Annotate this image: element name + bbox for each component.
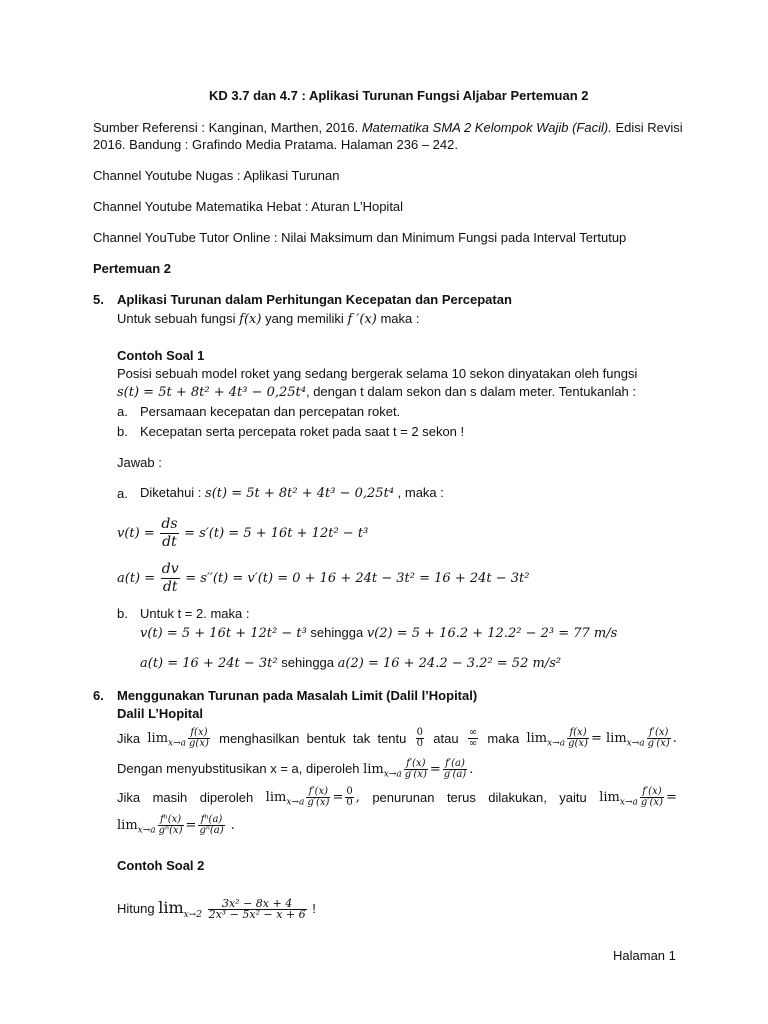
lim-rule: $\lim_{x\to a}$ $\frac{f(x)}{g(x)}$ = $\lim_{x\to a}$ $\frac{f'(x)}{g'(x)}$ . <box>526 726 677 749</box>
question-fraction <box>208 899 307 920</box>
rep-masih: masih <box>152 789 188 805</box>
lim-fg <box>147 728 211 749</box>
acceleration-equation <box>117 558 529 599</box>
velocity-function: v(t) = 5 + 16t + 12t² − t³ <box>140 626 307 641</box>
answer-a-label: a. <box>117 486 128 501</box>
channel-line-1: Channel Youtube Nugas : Aplikasi Turunan <box>93 168 340 183</box>
lim-repeat <box>266 787 360 808</box>
zero-den: 0 <box>416 737 424 749</box>
lim-word-5: lim <box>265 789 287 805</box>
fpx: f′(x) <box>647 728 671 739</box>
repeat-line <box>117 782 677 812</box>
stmt-tak: tak <box>352 730 371 746</box>
zero-den-2: 0 <box>346 796 353 808</box>
fx-over-gx-2 <box>567 728 589 749</box>
velocity-rhs: = s′(t) = 5 + 16t + 12t² − t³ <box>184 526 369 541</box>
lim-sub-5: x→a <box>286 797 305 808</box>
zero-over-zero-2 <box>345 787 353 808</box>
rep-diperoleh: diperoleh <box>199 789 254 805</box>
problem-1-line-2 <box>117 384 636 401</box>
section-5-intro <box>117 311 419 328</box>
inf-over-inf <box>468 728 478 749</box>
fpa: f′(a) <box>443 759 467 770</box>
ds-dt-fraction <box>160 516 178 551</box>
reference-line-1 <box>93 120 683 136</box>
velocity-at-2 <box>140 625 617 642</box>
example-1-title: Contoh Soal 1 <box>117 348 205 363</box>
lim-sub-4: x→a <box>383 769 402 780</box>
lim-nth: $\lim_{x\to a}$ $\frac{\text{fⁿ(x)}}{\text{gⁿ(x)}}$ = $\frac{\text{fⁿ(a)}}{\text{gⁿ(a)}}$ . <box>117 814 235 836</box>
question-end: ! <box>312 901 316 916</box>
fpx-3: f′(x) <box>306 787 330 798</box>
stmt-bentuk: bentuk <box>306 730 346 746</box>
stmt-maka: maka <box>487 730 520 746</box>
gna: gⁿ(a) <box>199 825 224 836</box>
item-a-label: a. <box>117 404 128 419</box>
acceleration-lhs: a(t) = <box>117 571 156 586</box>
question-hitung: Hitung <box>117 901 155 916</box>
answer-a-end: , maka : <box>397 485 444 500</box>
acceleration-at-2 <box>140 655 561 672</box>
page-number: Halaman 1 <box>613 948 676 963</box>
item-b-label: b. <box>117 424 128 439</box>
fnx: fⁿ(x) <box>158 815 184 826</box>
dt-denominator-2: dt <box>162 579 178 596</box>
intro-fx: f(x) <box>239 312 262 327</box>
lim-word-8: lim <box>158 898 184 917</box>
gpx-2: g′(x) <box>404 769 427 780</box>
velocity-result: v(2) = 5 + 16.2 + 12.2² − 2³ = 77 m/s <box>366 626 618 641</box>
gpx: g′(x) <box>647 737 670 749</box>
lim-sub-7: x→a <box>137 825 156 836</box>
dt-denominator: dt <box>162 534 177 551</box>
subst-text: Dengan menyubstitusikan x = a, diperoleh <box>117 761 360 776</box>
eq-2: = <box>429 762 441 777</box>
zero-num: 0 <box>416 726 424 738</box>
acceleration-rhs: = s′′(t) = v′(t) = 0 + 16 + 24t − 3t² = 16 + 24t − 3t² <box>185 571 530 586</box>
question-numerator: 3x² − 8x + 4 <box>208 899 307 910</box>
velocity-equation <box>117 513 368 554</box>
page-title: KD 3.7 dan 4.7 : Aplikasi Turunan Fungsi Aljabar Pertemuan 2 <box>209 88 589 103</box>
section-6-subheading: Dalil L’Hopital <box>117 706 203 721</box>
lim-word-7: lim <box>117 818 138 833</box>
zero-num-2: 0 <box>346 785 353 797</box>
intro-text-c: maka : <box>380 311 420 326</box>
lim-sub: x→a <box>168 738 187 749</box>
fpx-over-gpx-3 <box>306 787 330 808</box>
section-6-heading: Menggunakan Turunan pada Masalah Limit (Dalil l’Hopital) <box>117 688 478 703</box>
stmt-jika: Jika <box>117 730 141 746</box>
section-6-number: 6. <box>93 688 104 703</box>
fpx-over-gpx-4 <box>640 787 664 808</box>
fpx-4: f′(x) <box>640 787 664 798</box>
lim-word-4: lim <box>363 762 384 777</box>
eq-3: = <box>332 789 344 805</box>
stmt-menghasilkan: menghasilkan <box>219 730 300 746</box>
lim-word-6: lim <box>599 789 620 805</box>
stmt-tentu: tentu <box>377 730 407 746</box>
fx-over-gx <box>188 728 210 749</box>
lim-sub-8: x→2 <box>183 910 202 921</box>
fpa-over-gpa <box>443 759 467 780</box>
acceleration-mid-text: sehingga <box>281 655 335 670</box>
item-b-text: Kecepatan serta percepata roket pada saat t = 2 sekon ! <box>140 424 465 439</box>
acceleration-function: a(t) = 16 + 24t − 3t² <box>140 656 278 671</box>
rep-yaitu: yaitu <box>559 789 587 805</box>
intro-fpx: f ′(x) <box>347 312 377 327</box>
question-denominator: 2x³ − 5x² − x + 6 <box>208 908 306 922</box>
problem-1-units: , dengan t dalam sekon dan s dalam meter. Tentukanlah : <box>305 384 636 399</box>
reference-book-title: Matematika SMA 2 Kelompok Wajib (Facil). <box>361 120 612 135</box>
intro-text-b: yang memiliki <box>265 311 344 326</box>
rep-jika: Jika <box>117 789 141 805</box>
channel-line-3: Channel YouTube Tutor Online : Nilai Maksimum dan Minimum Fungsi pada Interval Tertutup <box>93 230 627 245</box>
gx: g(x) <box>189 737 209 749</box>
velocity-lhs: v(t) = <box>117 526 155 541</box>
channel-line-2: Channel Youtube Matematika Hebat : Aturan L’Hopital <box>93 199 404 214</box>
answer-b-text: Untuk t = 2. maka : <box>140 606 250 621</box>
eq-5: = <box>185 818 197 833</box>
lim-sub-6: x→a <box>619 797 638 808</box>
ds-numerator: ds <box>161 516 178 533</box>
fna-over-gna <box>198 815 224 836</box>
inf-num: ∞ <box>468 726 478 738</box>
rep-penurunan: penurunan <box>372 789 435 805</box>
section-5-number: 5. <box>93 292 104 307</box>
lim-repeat-2 <box>599 787 677 808</box>
dv-dt-fraction <box>161 561 180 596</box>
reference-line-2: 2016. Bandung : Grafindo Media Pratama. Halaman 236 – 242. <box>93 137 458 152</box>
fpx-over-gpx-2 <box>404 759 428 780</box>
intro-text-a: Untuk sebuah fungsi <box>117 311 236 326</box>
gnx: gⁿ(x) <box>158 825 183 836</box>
lim-word-2: lim <box>526 730 548 746</box>
velocity-mid-text: sehingga <box>310 625 364 640</box>
meeting-heading: Pertemuan 2 <box>93 261 172 276</box>
fpx-2: f′(x) <box>404 759 428 770</box>
answer-a-math: s(t) = 5t + 8t² + 4t³ − 0,25t⁴ <box>205 486 395 501</box>
problem-1-line-1: Posisi sebuah model roket yang sedang bergerak selama 10 sekon dinyatakan oleh fungsi <box>117 366 638 381</box>
gx-2: g(x) <box>568 737 588 749</box>
answer-label: Jawab : <box>117 455 162 470</box>
eq-1: = <box>590 730 602 746</box>
eq-4: = <box>665 789 677 805</box>
zero-over-zero <box>416 728 424 749</box>
fpx-over-gpx <box>647 728 671 749</box>
rep-dilakukan: dilakukan, <box>488 789 547 805</box>
lim-subst: $\lim_{x\to a}$ $\frac{f'(x)}{g'(x)}$ = $\frac{f'(a)}{g'(a)}$ . <box>363 758 474 780</box>
fx-2: f(x) <box>567 728 589 739</box>
example-2-question <box>117 888 316 935</box>
lim-question <box>158 898 202 921</box>
inf-den: ∞ <box>468 737 478 749</box>
lim-word: lim <box>147 730 169 746</box>
reference-prefix: Sumber Referensi : Kanginan, Marthen, 2016. <box>93 120 359 135</box>
dv-numerator: dv <box>161 561 179 578</box>
answer-b-label: b. <box>117 606 128 621</box>
answer-a-text: Diketahui : <box>140 485 202 500</box>
stmt-atau: atau <box>433 730 459 746</box>
fnx-over-gnx <box>158 815 184 836</box>
item-a-text: Persamaan kecepatan dan percepatan roket. <box>140 404 401 419</box>
lim-sub-3: x→a <box>626 738 645 749</box>
fna: fⁿ(a) <box>198 815 224 826</box>
rep-comma: , <box>355 789 360 805</box>
rep-terus: terus <box>446 789 476 805</box>
gpx-4: g′(x) <box>640 796 663 808</box>
section-5-heading: Aplikasi Turunan dalam Perhitungan Kecepatan dan Percepatan <box>117 292 512 307</box>
lhopital-statement-line <box>117 722 677 754</box>
reference-suffix: Edisi Revisi <box>615 120 683 135</box>
answer-a-line <box>140 485 444 502</box>
lim-sub-2: x→a <box>547 738 566 749</box>
lim-word-3: lim <box>606 730 627 746</box>
gpx-3: g′(x) <box>307 796 330 808</box>
acceleration-result: a(2) = 16 + 24.2 − 3.2² = 52 m/s² <box>337 656 562 671</box>
nth-derivative-line <box>117 810 235 846</box>
gpa: g′(a) <box>443 769 467 780</box>
fx: f(x) <box>188 728 210 739</box>
example-2-title: Contoh Soal 2 <box>117 858 205 873</box>
position-function: s(t) = 5t + 8t² + 4t³ − 0,25t⁴ <box>117 385 306 400</box>
